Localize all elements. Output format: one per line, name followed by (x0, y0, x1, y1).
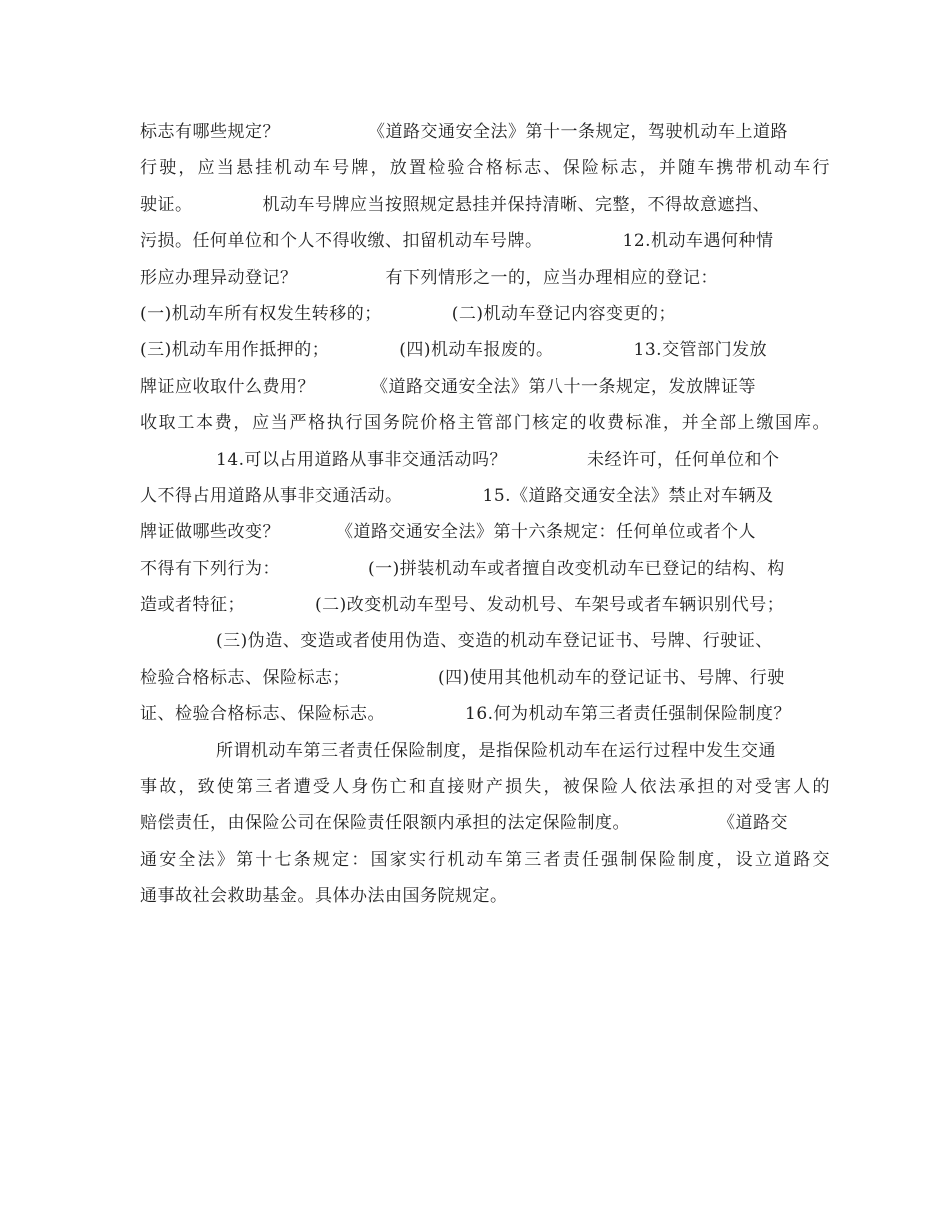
text-segment: (二)改变机动车型号、发动机号、车架号或者车辆识别代号； (315, 595, 785, 616)
text-line (140, 405, 830, 441)
body-text (140, 114, 830, 915)
text-segment: 机动车号牌应当按照规定悬挂并保持清晰、完整，不得故意遮挡、 (262, 194, 770, 215)
text-line (140, 332, 830, 368)
text-segment: 通事故社会救助基金。具体办法由国务院规定。 (140, 886, 508, 907)
text-line (140, 805, 830, 841)
text-segment: 污损。任何单位和个人不得收缴、扣留机动车号牌。 (140, 231, 543, 252)
text-segment: (四)使用其他机动车的登记证书、号牌、行驶 (438, 667, 785, 688)
text-segment: (一)拼装机动车或者擅自改变机动车已登记的结构、构 (368, 558, 785, 579)
text-line (140, 260, 830, 296)
text-line (140, 150, 830, 186)
text-line (140, 442, 830, 478)
text-line (140, 587, 830, 623)
text-segment: 14.可以占用道路从事非交通活动吗？ (216, 449, 508, 470)
text-segment: 驶证。 (140, 194, 193, 215)
text-segment: 赔偿责任，由保险公司在保险责任限额内承担的法定保险制度。 (140, 813, 630, 834)
text-segment: 《道路交通安全法》第八十一条规定，发放牌证等 (371, 376, 756, 397)
text-segment: 12.机动车遇何种情 (622, 231, 774, 252)
text-segment: (二)机动车登记内容变更的； (451, 303, 677, 324)
text-line (140, 514, 830, 550)
text-line (140, 660, 830, 696)
text-segment: 行驶，应当悬挂机动车号牌，放置检验合格标志、保险标志，并随车携带机动车行 (140, 158, 830, 179)
text-line (140, 842, 830, 878)
text-line (140, 551, 830, 587)
text-segment: 有下列情形之一的，应当办理相应的登记： (385, 267, 718, 288)
text-segment: 收取工本费，应当严格执行国务院价格主管部门核定的收费标准，并全部上缴国库。 (140, 413, 830, 434)
text-line (140, 769, 830, 805)
text-line (140, 478, 830, 514)
text-segment: 标志有哪些规定？ (140, 122, 280, 142)
text-line (140, 296, 830, 332)
text-segment: 16.何为机动车第三者责任强制保险制度？ (465, 704, 792, 725)
text-line (140, 114, 830, 150)
text-line (140, 223, 830, 259)
text-segment: (三)伪造、变造或者使用伪造、变造的机动车登记证书、号牌、行驶证、 (216, 631, 773, 652)
text-segment: 所谓机动车第三者责任保险制度，是指保险机动车在运行过程中发生交通 (216, 740, 776, 761)
text-line (140, 696, 830, 732)
text-segment: 《道路交通安全法》第十六条规定：任何单位或者个人 (336, 522, 756, 543)
text-segment: 《道路交通安全法》第十一条规定，驾驶机动车上道路 (368, 122, 788, 142)
text-line (140, 369, 830, 405)
text-line (140, 187, 830, 223)
text-segment: 牌证做哪些改变？ (140, 522, 280, 543)
text-segment: 牌证应收取什么费用？ (140, 376, 315, 397)
text-segment: (四)机动车报废的。 (399, 340, 554, 361)
text-line (140, 733, 830, 769)
text-segment: 15.《道路交通安全法》禁止对车辆及 (482, 485, 774, 506)
text-segment: 证、检验合格标志、保险标志。 (140, 704, 385, 725)
text-segment: 事故，致使第三者遭受人身伤亡和直接财产损失，被保险人依法承担的对受害人的 (140, 777, 830, 798)
text-segment: 未经许可，任何单位和个 (587, 449, 780, 470)
text-segment: 造或者特征； (140, 595, 245, 616)
text-segment: 人不得占用道路从事非交通活动。 (140, 485, 403, 506)
text-line (140, 623, 830, 659)
text-segment: 通安全法》第十七条规定：国家实行机动车第三者责任强制保险制度，设立道路交 (140, 849, 830, 870)
text-segment: (三)机动车用作抵押的； (140, 340, 330, 361)
text-segment: (一)机动车所有权发生转移的； (140, 303, 382, 324)
text-segment: 检验合格标志、保险标志； (140, 667, 350, 688)
text-segment: 不得有下列行为： (140, 558, 280, 579)
text-segment: 13.交管部门发放 (633, 340, 768, 361)
text-segment: 形应办理异动登记？ (140, 267, 298, 288)
text-line (140, 878, 830, 914)
text-segment: 《道路交 (718, 813, 788, 834)
